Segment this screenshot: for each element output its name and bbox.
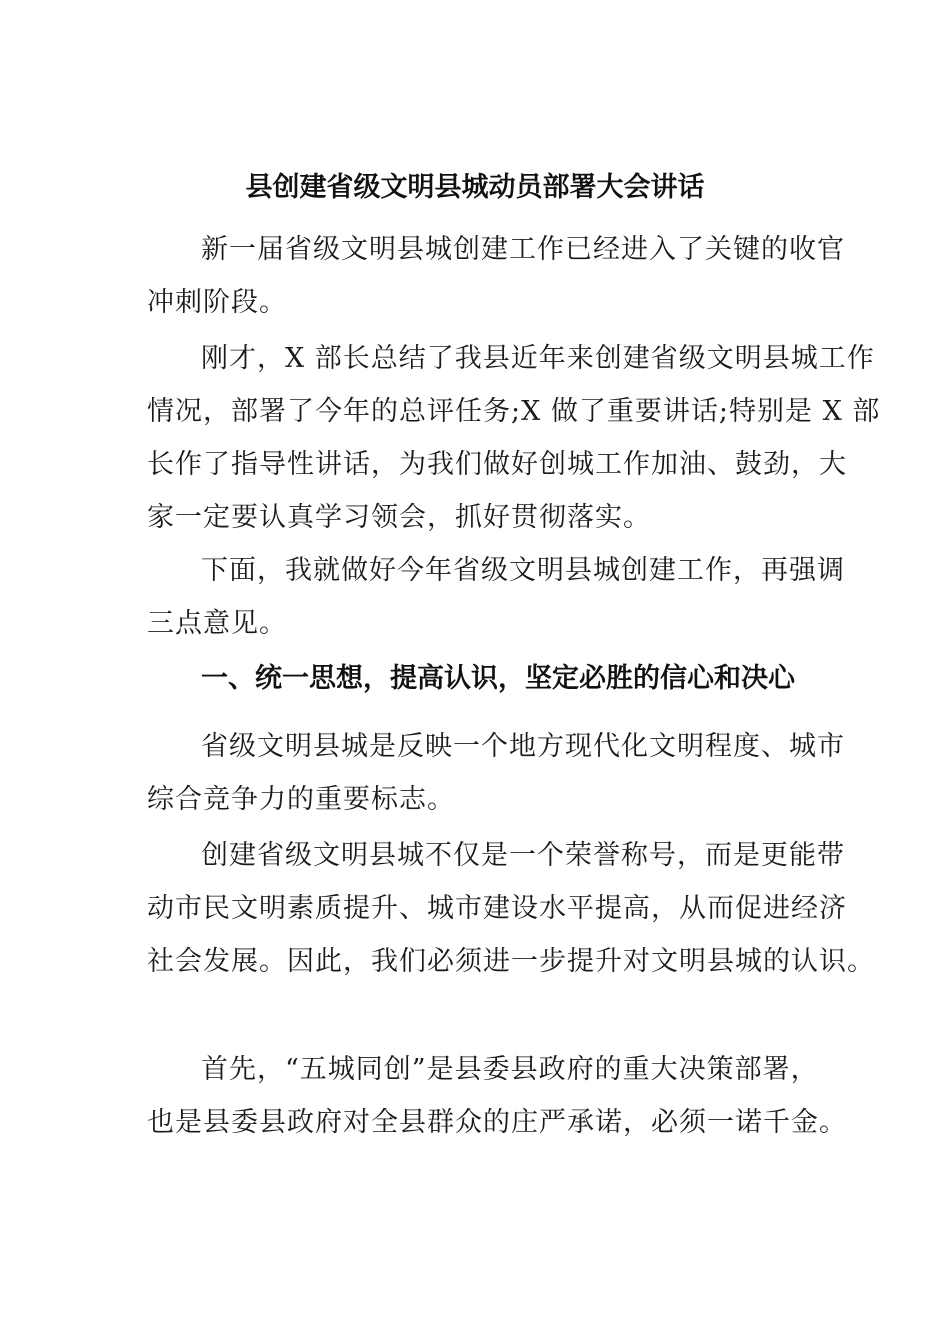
paragraph-line: 下面，我就做好今年省级文明县城创建工作，再强调 [201,555,845,586]
paragraph-summary [147,332,881,544]
paragraph-line: 新一届省级文明县城创建工作已经进入了关键的收官 [201,234,845,265]
paragraph-line: 家一定要认真学习领会，抓好贯彻落实。 [147,502,651,533]
paragraph-honor [147,829,875,988]
paragraph-line: 创建省级文明县城不仅是一个荣誉称号，而是更能带 [201,840,845,871]
paragraph-line: 冲刺阶段。 [147,287,287,318]
paragraph-commitment [147,1043,847,1149]
paragraph-line: 综合竞争力的重要标志。 [147,784,455,815]
section-heading: 一、统一思想，提高认识，坚定必胜的信心和决心 [201,663,795,694]
paragraph-line: 社会发展。因此，我们必须进一步提升对文明县城的认识。 [147,946,875,977]
paragraph-line: 省级文明县城是反映一个地方现代化文明程度、城市 [201,731,845,762]
paragraph-line: 刚才，X 部长总结了我县近年来创建省级文明县城工作 [201,343,875,374]
paragraph-line: 首先，“五城同创”是县委县政府的重大决策部署， [201,1054,819,1085]
paragraph-line: 三点意见。 [147,608,287,639]
paragraph-line: 长作了指导性讲话，为我们做好创城工作加油、鼓劲，大 [147,449,847,480]
document-title: 县创建省级文明县城动员部署大会讲话 [245,172,705,203]
paragraph-significance [147,720,845,826]
paragraph-intro [147,223,845,329]
paragraph-line: 情况，部署了今年的总评任务;X 做了重要讲话;特别是 X 部 [147,396,881,427]
paragraph-line: 也是县委县政府对全县群众的庄严承诺，必须一诺千金。 [147,1107,847,1138]
paragraph-line: 动市民文明素质提升、城市建设水平提高，从而促进经济 [147,893,847,924]
paragraph-opinions [147,544,845,650]
